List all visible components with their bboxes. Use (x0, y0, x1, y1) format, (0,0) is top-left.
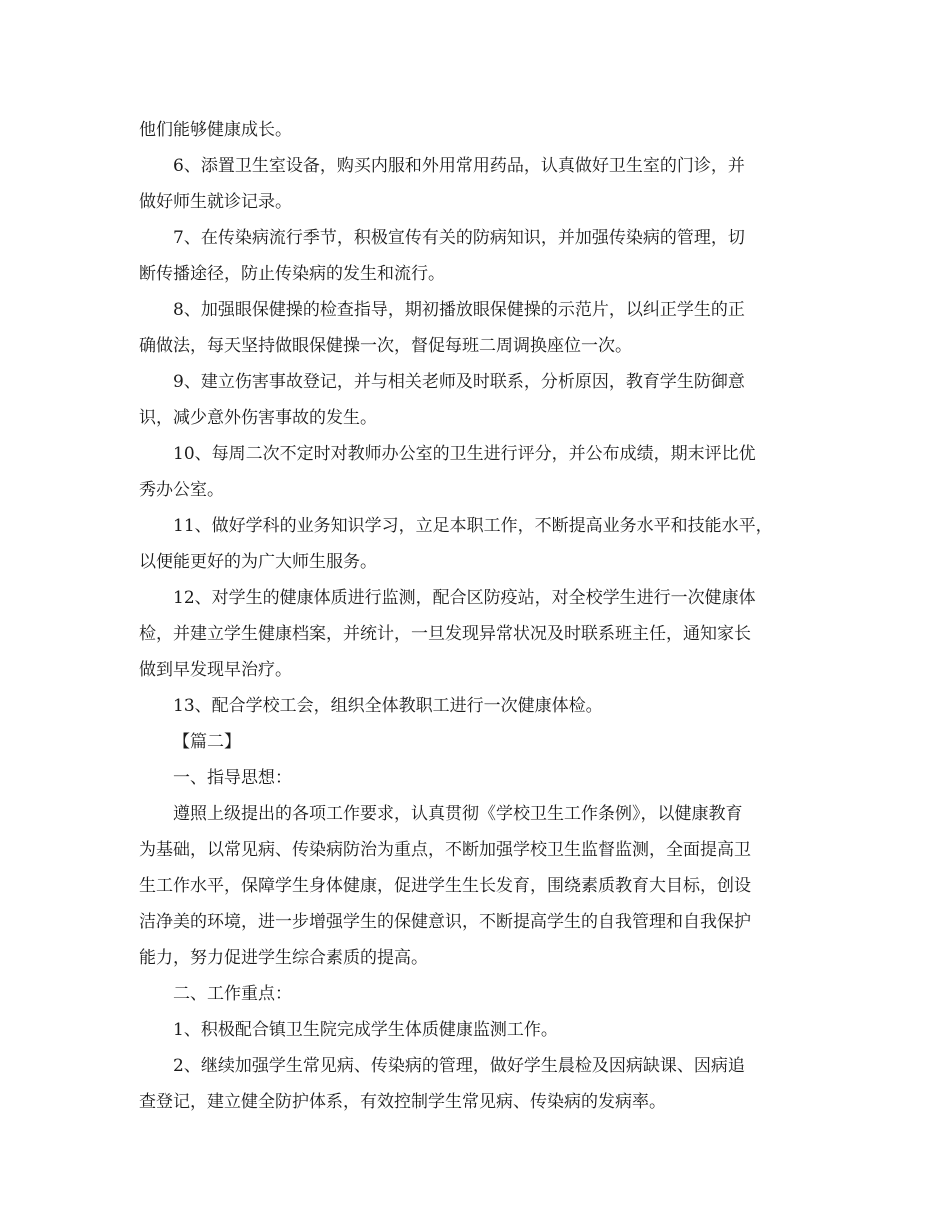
document-body (139, 112, 819, 1120)
text-line: 为基础，以常见病、传染病防治为重点，不断加强学校卫生监督监测，全面提高卫 (139, 840, 751, 860)
text-line: 一、指导思想： (173, 768, 292, 788)
text-line: 生工作水平，保障学生身体健康，促进学生生长发育，围绕素质教育大目标，创设 (139, 876, 751, 896)
text-line: 8、加强眼保健操的检查指导，期初播放眼保健操的示范片，以纠正学生的正 (173, 300, 745, 320)
text-line: 洁净美的环境，进一步增强学生的保健意识，不断提高学生的自我管理和自我保护 (139, 912, 751, 932)
text-line: 1、积极配合镇卫生院完成学生体质健康监测工作。 (173, 1020, 558, 1040)
text-line: 做到早发现早治疗。 (139, 660, 292, 680)
text-line: 确做法，每天坚持做眼保健操一次，督促每班二周调换座位一次。 (139, 336, 632, 356)
text-line: 能力，努力促进学生综合素质的提高。 (139, 948, 428, 968)
text-line: 10、每周二次不定时对教师办公室的卫生进行评分，并公布成绩，期末评比优 (173, 444, 756, 464)
text-line: 查登记，建立健全防护体系，有效控制学生常见病、传染病的发病率。 (139, 1092, 666, 1112)
text-line: 9、建立伤害事故登记，并与相关老师及时联系，分析原因，教育学生防御意 (173, 372, 745, 392)
text-line: 秀办公室。 (139, 480, 224, 500)
text-line: 做好师生就诊记录。 (139, 192, 292, 212)
text-line: 12、对学生的健康体质进行监测，配合区防疫站，对全校学生进行一次健康体 (173, 588, 756, 608)
text-line: 断传播途径，防止传染病的发生和流行。 (139, 264, 445, 284)
text-line: 遵照上级提出的各项工作要求，认真贯彻《学校卫生工作条例》，以健康教育 (173, 804, 743, 824)
text-line: 他们能够健康成长。 (139, 120, 292, 140)
text-line: 识，减少意外伤害事故的发生。 (139, 408, 377, 428)
text-line: 2、继续加强学生常见病、传染病的管理，做好学生晨检及因病缺课、因病追 (173, 1056, 745, 1076)
text-line: 【篇二】 (173, 732, 241, 752)
text-line: 检，并建立学生健康档案，并统计，一旦发现异常状况及时联系班主任，通知家长 (139, 624, 751, 644)
text-line: 6、添置卫生室设备，购买内服和外用常用药品，认真做好卫生室的门诊，并 (173, 156, 745, 176)
text-line: 以便能更好的为广大师生服务。 (139, 552, 377, 572)
text-line: 二、工作重点： (173, 984, 292, 1004)
text-line: 7、在传染病流行季节，积极宣传有关的防病知识，并加强传染病的管理，切 (173, 228, 745, 248)
text-line: 11、做好学科的业务知识学习，立足本职工作，不断提高业务水平和技能水平， (173, 516, 773, 536)
text-line: 13、配合学校工会，组织全体教职工进行一次健康体检。 (173, 696, 603, 716)
